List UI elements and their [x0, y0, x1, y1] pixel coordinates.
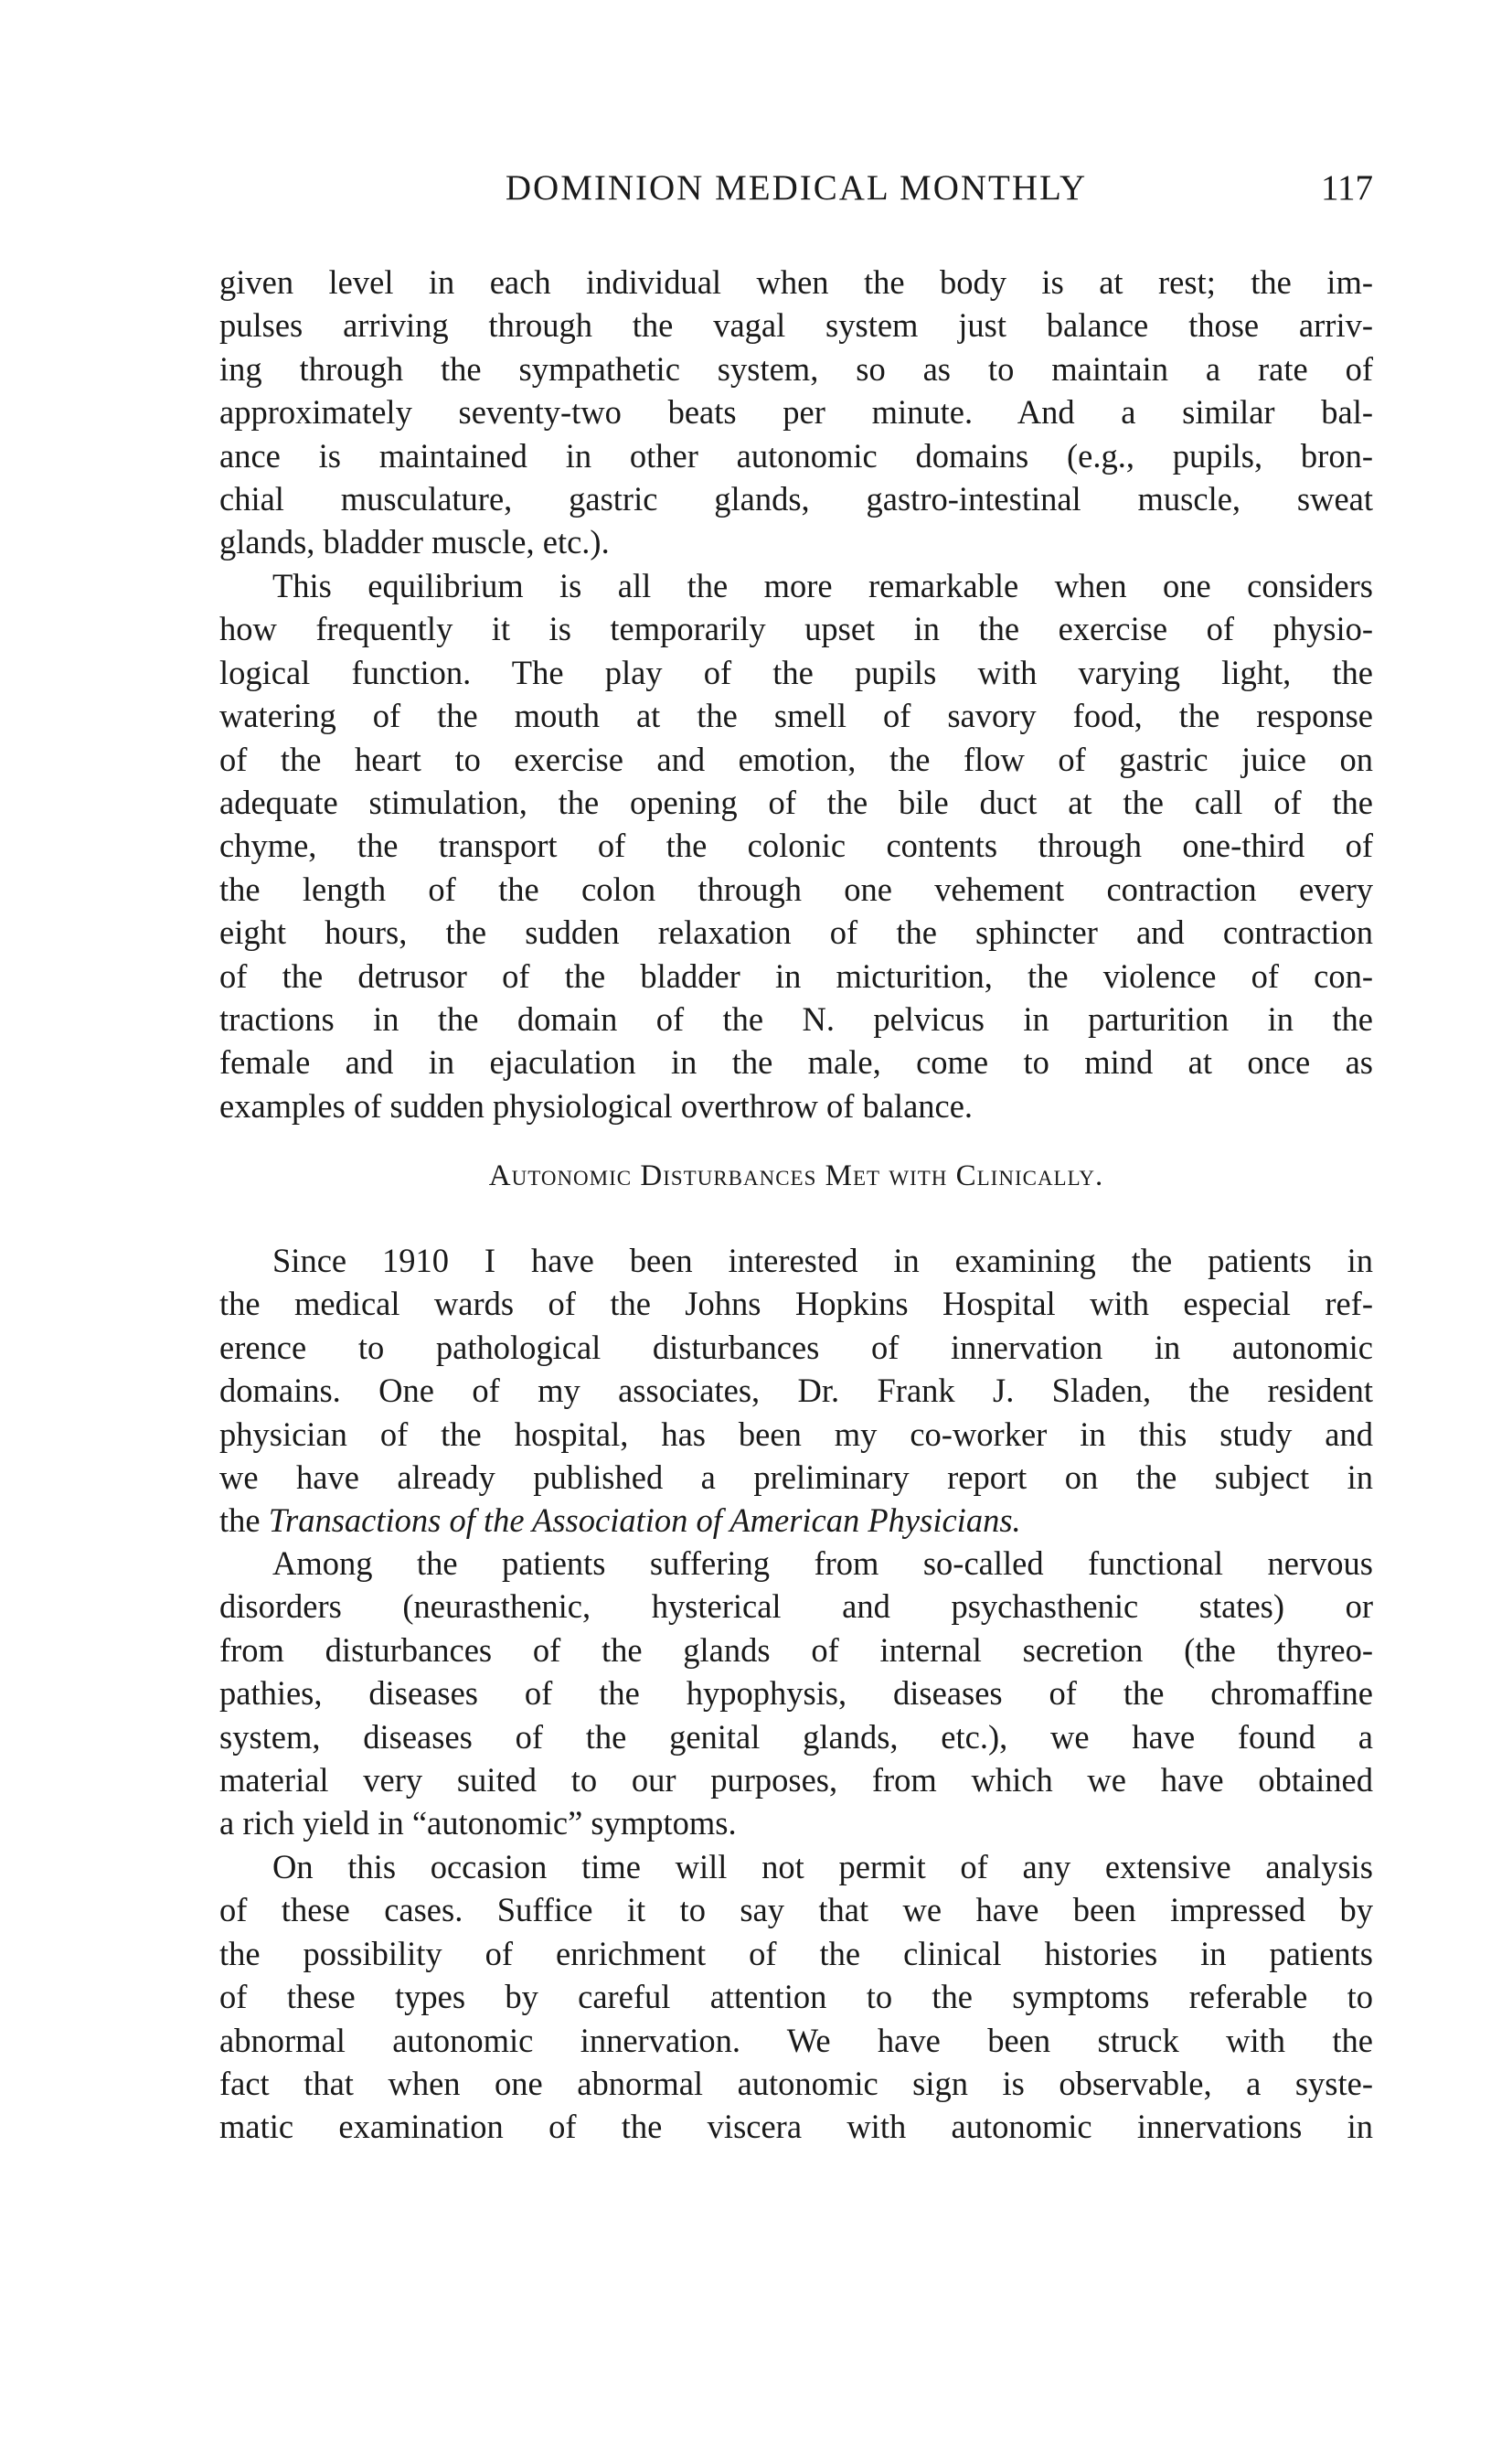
text-line: given level in each individual when the body is at rest; the im-	[219, 263, 1373, 301]
text-line: examples of sudden physiological overthrow of balance.	[219, 1086, 974, 1125]
running-title: DOMINION MEDICAL MONTHLY	[505, 168, 1088, 208]
text-line: logical function. The play of the pupils with varying light, the	[219, 653, 1373, 691]
text-line: the length of the colon through one vehement contraction every	[219, 870, 1373, 908]
text-line: of the detrusor of the bladder in micturition, the violence of con-	[219, 956, 1373, 995]
text-line: pulses arriving through the vagal system just balance those arriv-	[219, 306, 1373, 345]
text-line: eight hours, the sudden relaxation of the sphincter and contraction	[219, 913, 1373, 952]
text-line: ance is maintained in other autonomic domains (e.g., pupils, bron-	[219, 436, 1373, 475]
text-line: female and in ejaculation in the male, come to mind at once as	[219, 1043, 1373, 1082]
text-line: matic examination of the viscera with autonomic innervations in	[219, 2108, 1373, 2146]
text-line: adequate stimulation, the opening of the bile duct at the call of the	[219, 783, 1373, 821]
text-line: glands, bladder muscle, etc.).	[219, 523, 610, 561]
text-line: how frequently it is temporarily upset in the exercise of physio-	[219, 610, 1373, 648]
page-number: 117	[1320, 168, 1373, 208]
paragraph-continuation	[219, 261, 1373, 564]
text-line: ing through the sympathetic system, so as to maintain a rate of	[219, 349, 1373, 388]
text-fragment: the	[219, 1501, 261, 1540]
text-line: physician of the hospital, has been my co-worker in this study and	[219, 1415, 1373, 1453]
text-line: Among the patients suffering from so-called functional nervous	[272, 1544, 1373, 1582]
text-line: watering of the mouth at the smell of savory food, the response	[219, 697, 1373, 735]
text-line: erence to pathological disturbances of innervation in autonomic	[219, 1328, 1373, 1366]
paragraph-patients	[219, 1542, 1373, 1845]
text-line: material very suited to our purposes, from which we have obtained	[219, 1760, 1373, 1799]
text-line: chyme, the transport of the colonic contents through one-third of	[219, 827, 1373, 865]
text-line: pathies, diseases of the hypophysis, diseases of the chromaffine	[219, 1674, 1373, 1713]
text-line: domains. One of my associates, Dr. Frank J. Sladen, the resident	[219, 1372, 1373, 1410]
paragraph-occasion	[219, 1845, 1373, 2149]
journal-title: Transactions of the Association of American Physicians.	[268, 1501, 1021, 1540]
text-line: disorders (neurasthenic, hysterical and psychasthenic states) or	[219, 1587, 1373, 1626]
text-line: fact that when one abnormal autonomic sign is observable, a syste-	[219, 2064, 1373, 2102]
text-line: of these types by careful attention to the symptoms referable to	[219, 1978, 1373, 2016]
paragraph-johns-hopkins	[219, 1239, 1373, 1543]
text-line: chial musculature, gastric glands, gastro-intestinal muscle, sweat	[219, 479, 1373, 518]
section-heading: Autonomic Disturbances Met with Clinically.	[488, 1159, 1104, 1192]
text-line: of the heart to exercise and emotion, the flow of gastric juice on	[219, 740, 1373, 778]
text-line: This equilibrium is all the more remarkable when one considers	[272, 567, 1373, 604]
text-line: the possibility of enrichment of the clinical histories in patients	[219, 1934, 1373, 1972]
text-line: On this occasion time will not permit of any extensive analysis	[272, 1848, 1373, 1885]
running-head	[219, 163, 1373, 214]
text-line: tractions in the domain of the N. pelvicus in parturition in the	[219, 999, 1373, 1038]
text-line: abnormal autonomic innervation. We have been struck with the	[219, 2021, 1373, 2059]
text-line: of these cases. Suffice it to say that we have been impressed by	[219, 1891, 1373, 1929]
text-line: from disturbances of the glands of internal secretion (the thyreo-	[219, 1630, 1373, 1669]
text-line: Since 1910 I have been interested in examining the patients in	[272, 1242, 1373, 1279]
paragraph-equilibrium	[219, 564, 1373, 1127]
text-line	[219, 1499, 1373, 1542]
text-line: approximately seventy-two beats per minute. And a similar bal-	[219, 393, 1373, 432]
text-line: system, diseases of the genital glands, etc.), we have found a	[219, 1717, 1373, 1756]
text-line: the medical wards of the Johns Hopkins Hospital with especial ref-	[219, 1285, 1373, 1323]
text-line: we have already published a preliminary report on the subject in	[219, 1458, 1373, 1496]
text-line: a rich yield in “autonomic” symptoms.	[219, 1804, 737, 1842]
